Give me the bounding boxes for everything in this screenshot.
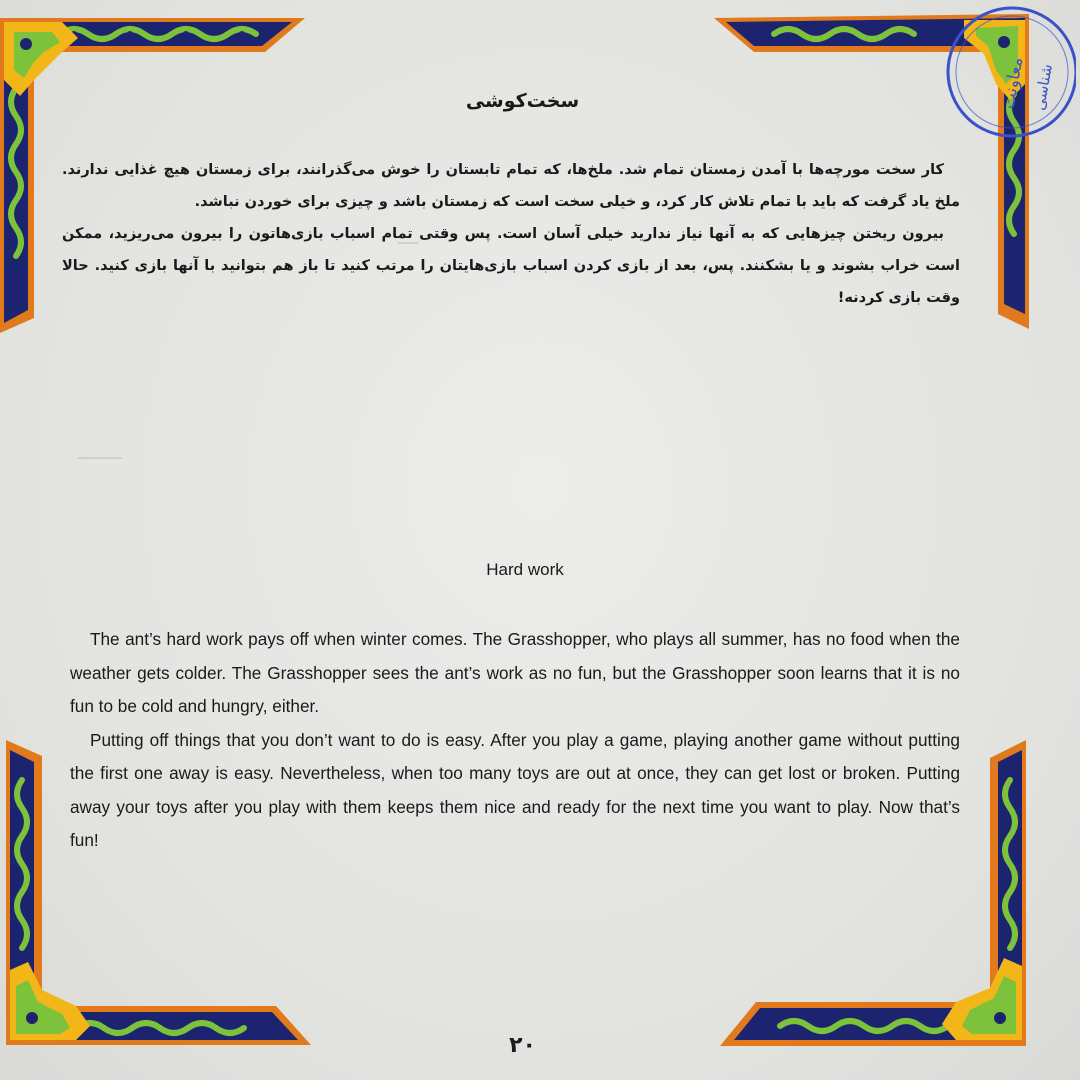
persian-body bbox=[62, 154, 960, 314]
page-number: ۲۰ bbox=[509, 1033, 536, 1058]
persian-paragraph: بیرون ریختن چیزهایی که به آنها نیاز ندارید خیلی آسان است. پس وقتی تمام اسباب بازی‌هاتون را بیرون می‌ریزید، ممکن است خراب بشوند و یا بشکنند. پس، بعد از بازی کردن اسباب بازی‌هایتان را مرتب کنید تا باز هم بتوانید با آنها بازی کنید. حالا وقت بازی کردنه! bbox=[62, 226, 960, 306]
svg-text:شناسی: شناسی bbox=[1030, 62, 1056, 112]
english-paragraph: The ant’s hard work pays off when winter comes. The Grasshopper, who plays all summer, has no food when the weather gets colder. The Grasshopper sees the ant’s work as no fun, but the Grasshopper soon learns that it is no fun to be cold and hungry, either. bbox=[70, 629, 960, 716]
stamp-seal bbox=[940, 4, 1076, 138]
english-paragraph: Putting off things that you don’t want to do is easy. After you play a game, playing another game without putting the first one away is easy. Nevertheless, when too many toys are out at once, they can get lost or broken. Putting away your toys after you play with them keeps them nice and ready for the next time you want to play. Now that’s fun! bbox=[70, 729, 960, 850]
persian-paragraph: کار سخت مورچه‌ها با آمدن زمستان تمام شد. ملخ‌ها، که تمام تابستان را خوش می‌گذرانند، برای زمستان هیچ غذایی ندارند. ملخ یاد گرفت که باید با تمام تلاش کار کرد، و خیلی سخت است که زمستان باشد و چیزی برای خوردن نباشد. bbox=[62, 162, 960, 210]
svg-text:معاونت: معاونت bbox=[998, 55, 1028, 111]
paper-mark bbox=[78, 457, 122, 459]
english-title: Hard work bbox=[486, 560, 564, 579]
persian-title: سخت‌کوشی bbox=[465, 90, 580, 112]
english-body bbox=[70, 623, 960, 858]
